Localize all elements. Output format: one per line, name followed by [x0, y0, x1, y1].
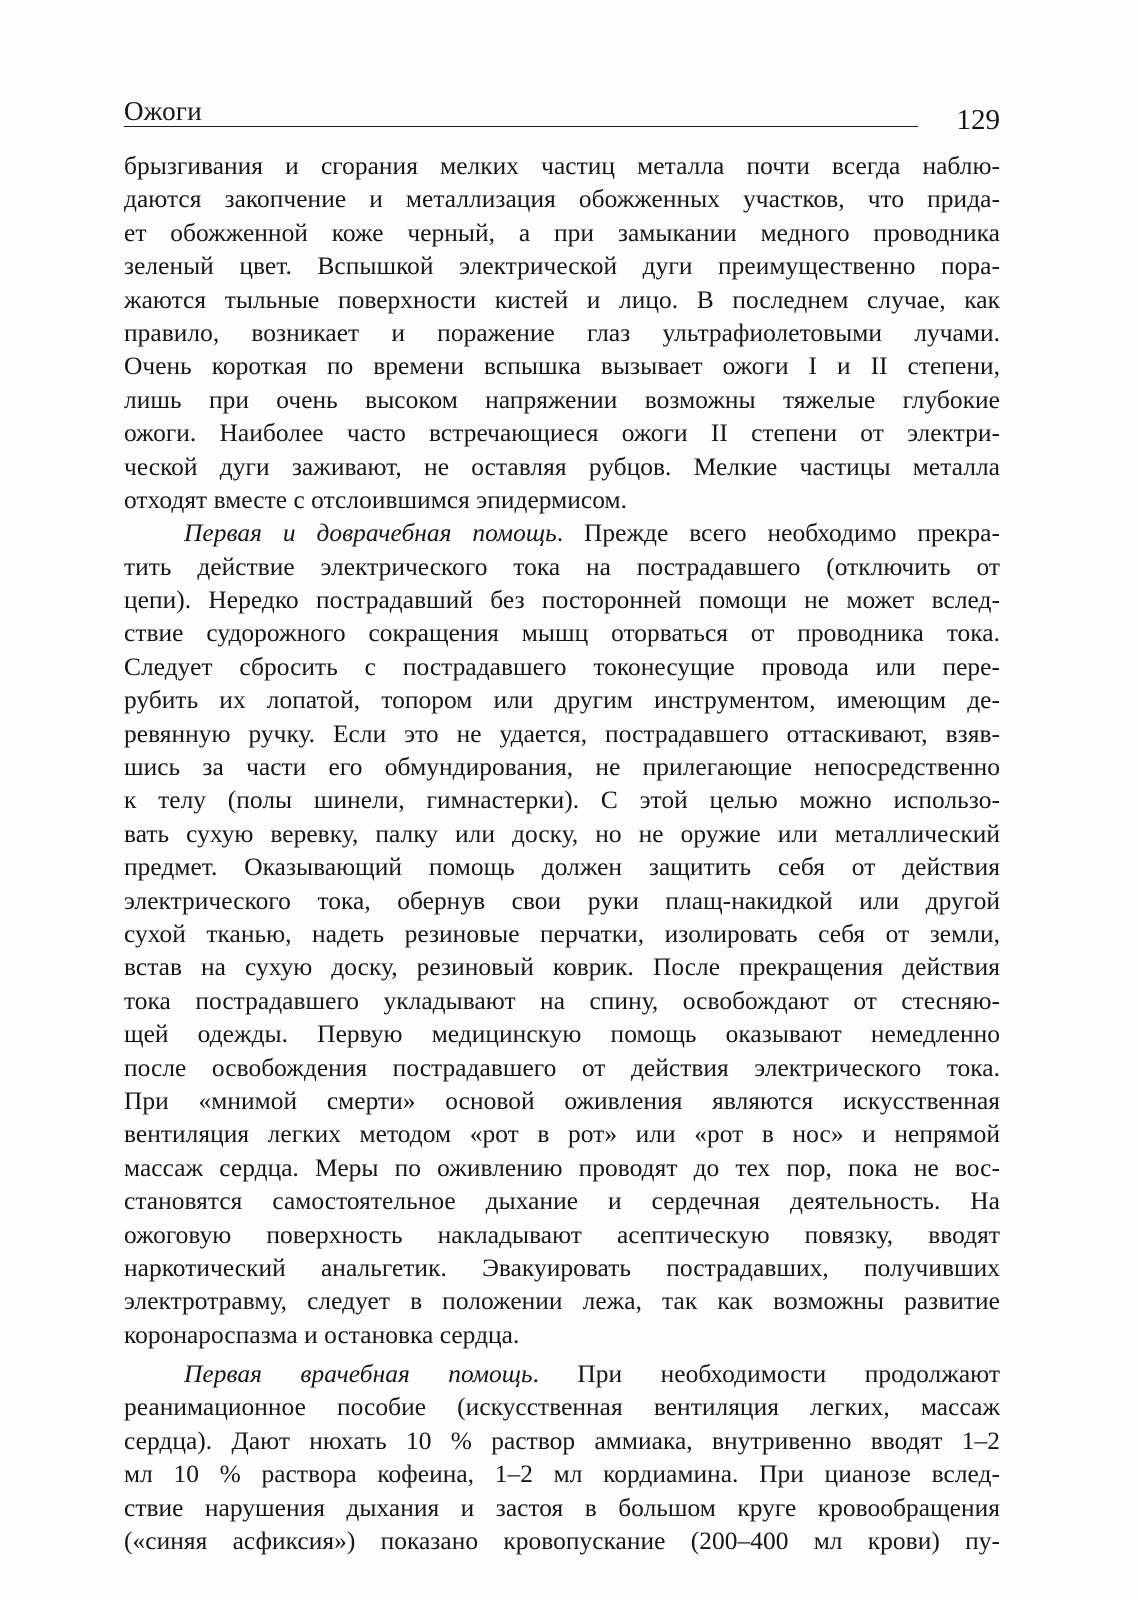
- text-line: тить действие электрического тока на пострадавшего (отключить от: [124, 552, 1000, 581]
- text-line: массаж сердца. Меры по оживлению проводят до тех пор, пока не вос-: [124, 1153, 1000, 1182]
- text-line: электрического тока, обернув свои руки плащ-накидкой или другой: [124, 886, 1000, 915]
- running-head-title: Ожоги: [124, 96, 203, 126]
- text-line: ческой дуги заживают, не оставляя рубцов. Мелкие частицы металла: [124, 452, 1000, 481]
- running-header: [124, 96, 1000, 136]
- page-number: 129: [956, 104, 1000, 136]
- text-line: вать сухую веревку, палку или доску, но не оружие или металлический: [124, 819, 1000, 848]
- text-line: к телу (полы шинели, гимнастерки). С этой целью можно использо-: [124, 786, 1000, 815]
- text-line-first: [124, 517, 1000, 550]
- text-line: после освобождения пострадавшего от действия электрического тока.: [124, 1053, 1000, 1082]
- text-line: Очень короткая по времени вспышка вызывает ожоги I и II степени,: [124, 352, 1000, 381]
- text-line: сухой тканью, надеть резиновые перчатки, изолировать себя от земли,: [124, 919, 1000, 948]
- text-line: зеленый цвет. Вспышкой электрической дуги преимущественно пора-: [124, 252, 1000, 281]
- paragraph-physician-aid: [124, 1358, 1000, 1558]
- text-line: шись за части его обмундирования, не прилегающие непосредственно: [124, 753, 1000, 782]
- text-line: наркотический анальгетик. Эвакуировать пострадавших, получивших: [124, 1253, 1000, 1282]
- text-line: предмет. Оказывающий помощь должен защитить себя от действия: [124, 853, 1000, 882]
- page-body: [124, 150, 1000, 1558]
- text-line: становятся самостоятельное дыхание и сердечная деятельность. На: [124, 1187, 1000, 1216]
- paragraph-lead-italic: Первая и доврачебная помощь: [184, 519, 557, 548]
- text-line: электротравму, следует в положении лежа, так как возможны развитие: [124, 1287, 1000, 1316]
- text-line: реанимационное пособие (искусственная вентиляция легких, массаж: [124, 1393, 1000, 1422]
- text-line: щей одежды. Первую медицинскую помощь оказывают немедленно: [124, 1020, 1000, 1049]
- paragraph-lead-italic: Первая врачебная помощь: [184, 1360, 533, 1389]
- text-line: ствие нарушения дыхания и застоя в большом круге кровообращения: [124, 1493, 1000, 1522]
- text-line: сердца). Дают нюхать 10 % раствор аммиака, внутривенно вводят 1–2: [124, 1426, 1000, 1455]
- text-line-first: [124, 1358, 1000, 1391]
- text-line: ожоговую поверхность накладывают асептическую повязку, вводят: [124, 1220, 1000, 1249]
- text-line: При «мнимой смерти» основой оживления являются искусственная: [124, 1086, 1000, 1115]
- header-rule: [124, 126, 918, 127]
- text-line: мл 10 % раствора кофеина, 1–2 мл кордиамина. При цианозе вслед-: [124, 1460, 1000, 1489]
- text-line: цепи). Нередко пострадавший без посторонней помощи не может вслед-: [124, 586, 1000, 615]
- text-line: ревянную ручку. Если это не удается, пострадавшего оттаскивают, взяв-: [124, 719, 1000, 748]
- text-line: Следует сбросить с пострадавшего токонесущие провода или пере-: [124, 652, 1000, 681]
- text-line: брызгивания и сгорания мелких частиц металла почти всегда наблю-: [124, 152, 1000, 180]
- text-line: встав на сухую доску, резиновый коврик. После прекращения действия: [124, 953, 1000, 982]
- text-line: даются закопчение и металлизация обожженных участков, что прида-: [124, 185, 1000, 214]
- paragraph-1: [124, 150, 1000, 517]
- paragraph-first-aid: [124, 517, 1000, 1352]
- text-line: жаются тыльные поверхности кистей и лицо. В последнем случае, как: [124, 285, 1000, 314]
- text-line: ожоги. Наиболее часто встречающиеся ожоги II степени от электри-: [124, 419, 1000, 448]
- text-line: ет обожженной коже черный, а при замыкании медного проводника: [124, 218, 1000, 247]
- text-span: . Прежде всего необходимо прекра-: [556, 519, 1000, 548]
- text-line: ствие судорожного сокращения мышц оторваться от проводника тока.: [124, 619, 1000, 648]
- text-span: . При необходимости продолжают: [532, 1360, 1000, 1389]
- text-line: лишь при очень высоком напряжении возможны тяжелые глубокие: [124, 385, 1000, 414]
- text-line: тока пострадавшего укладывают на спину, освобождают от стесняю-: [124, 986, 1000, 1015]
- text-line: отходят вместе с отслоившимся эпидермисом.: [124, 485, 628, 514]
- text-line: рубить их лопатой, топором или другим инструментом, имеющим де-: [124, 686, 1000, 715]
- text-line: правило, возникает и поражение глаз ультрафиолетовыми лучами.: [124, 318, 1000, 347]
- text-line: («синяя асфиксия») показано кровопускание (200–400 мл крови) пу-: [124, 1527, 1000, 1556]
- text-line: коронароспазма и остановка сердца.: [124, 1320, 520, 1349]
- text-line: вентиляция легких методом «рот в рот» или «рот в нос» и непрямой: [124, 1120, 1000, 1149]
